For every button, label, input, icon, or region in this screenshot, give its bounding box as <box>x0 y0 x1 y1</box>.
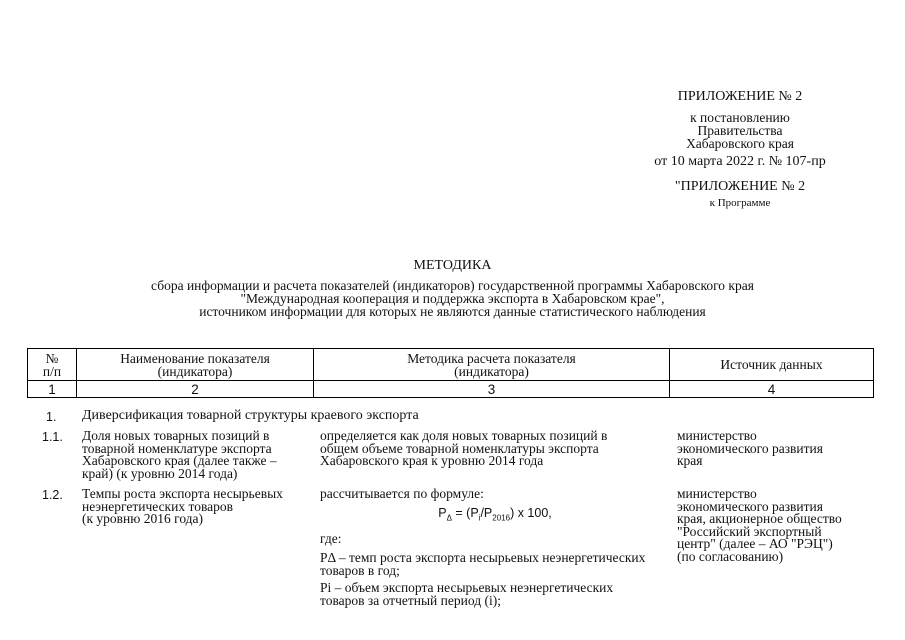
heading-line-1: сбора информации и расчета показателей (индикаторов) государственной программы Хабаровского края <box>151 278 754 293</box>
appendix-government: Правительства <box>697 123 783 138</box>
header-num-line-1: № <box>45 350 59 366</box>
header-method-line-2: (индикатора) <box>454 363 529 379</box>
row-1-number: 1. <box>46 410 57 424</box>
header-num-line-2: п/п <box>42 363 62 379</box>
source-line: (по согласованию) <box>677 548 784 564</box>
header-method-line-1: Методика расчета показателя <box>407 350 576 366</box>
source-line: министерство <box>677 486 757 501</box>
source-line: экономического развития <box>677 440 823 456</box>
name-line: товарной номенклатуре экспорта <box>82 440 272 456</box>
name-line: край) (к уровню 2014 года) <box>82 465 238 481</box>
formula-rest: ) х 100, <box>510 505 552 520</box>
appendix-to-program: к Программе <box>709 197 771 209</box>
definition-2-line-2: товаров за отчетный период (i); <box>320 592 501 608</box>
row-1-1-method <box>320 430 670 468</box>
column-number: 4 <box>670 381 874 398</box>
formula-p: P <box>438 505 447 520</box>
formula-slash: /P <box>480 505 493 520</box>
name-line: Хабаровского края (далее также – <box>82 453 277 468</box>
header-source: Источник данных <box>670 349 874 381</box>
growth-formula <box>320 507 670 525</box>
source-line: края <box>677 453 703 468</box>
appendix-date: от 10 марта 2022 г. № 107-пр <box>654 154 826 169</box>
formula-i: i <box>478 513 481 522</box>
definition-1-line-1: PΔ – темп роста экспорта несырьевых неэнергетических <box>320 550 646 565</box>
definition-2-line-1: Pi – объем экспорта несырьевых неэнергетических <box>320 580 614 595</box>
method-line: определяется как доля новых товарных позиций в <box>320 428 608 443</box>
column-number-row <box>28 381 874 398</box>
method-line: общем объеме товарной номенклатуры экспорта <box>320 440 599 456</box>
name-line: неэнергетических товаров <box>82 498 234 514</box>
row-1-2-number: 1.2. <box>42 488 63 502</box>
definition-1-line-2: товаров в год; <box>320 562 400 578</box>
indicators-table-header <box>27 348 874 398</box>
row-1-1-source <box>677 430 877 468</box>
name-line: Темпы роста экспорта несырьевых <box>82 486 283 501</box>
header-num <box>28 349 77 381</box>
appendix-title-2: "ПРИЛОЖЕНИЕ № 2 <box>674 179 806 194</box>
source-line: министерство <box>677 428 757 443</box>
method-line: Хабаровского края к уровню 2014 года <box>320 453 544 468</box>
source-line: "Российский экспортный <box>677 523 822 539</box>
header-name-line-1: Наименование показателя <box>120 350 270 366</box>
name-line: (к уровню 2016 года) <box>82 511 204 526</box>
formula-year: 2016 <box>492 513 511 522</box>
source-line: края, акционерное общество <box>677 511 842 526</box>
appendix-region: Хабаровского края <box>686 136 794 151</box>
column-number: 3 <box>314 381 670 398</box>
row-1-1-number: 1.1. <box>42 430 63 444</box>
heading-line-3: источником информации для которых не являются данные статистического наблюдения <box>199 304 706 319</box>
heading-line-2: "Международная кооперация и поддержка экспорта в Хабаровском крае", <box>240 291 665 306</box>
name-line: Доля новых товарных позиций в <box>82 428 270 443</box>
appendix-title: ПРИЛОЖЕНИЕ № 2 <box>677 89 803 104</box>
row-1-2-source <box>677 488 877 563</box>
appendix-block <box>640 90 840 150</box>
appendix-to-decree: к постановлению <box>690 110 790 125</box>
row-1-2-name <box>82 488 317 526</box>
header-method <box>314 349 670 381</box>
header-name-line-2: (индикатора) <box>157 363 233 379</box>
formula-eq: = (P <box>451 505 479 520</box>
where-label: где: <box>320 530 342 546</box>
header-row <box>28 349 874 381</box>
row-1-1-name <box>82 430 317 480</box>
heading-title: МЕТОДИКА <box>413 258 492 273</box>
header-name <box>77 349 314 381</box>
method-intro: рассчитывается по формуле: <box>320 486 484 501</box>
formula-delta: Δ <box>446 513 452 522</box>
column-number: 1 <box>28 381 77 398</box>
source-line: экономического развития <box>677 498 823 514</box>
source-line: центр" (далее – АО "РЭЦ") <box>677 536 833 551</box>
document-heading <box>0 259 905 318</box>
row-1-title: Диверсификация товарной структуры краевого экспорта <box>82 408 419 423</box>
row-1-2-method <box>320 488 670 607</box>
column-number: 2 <box>77 381 314 398</box>
